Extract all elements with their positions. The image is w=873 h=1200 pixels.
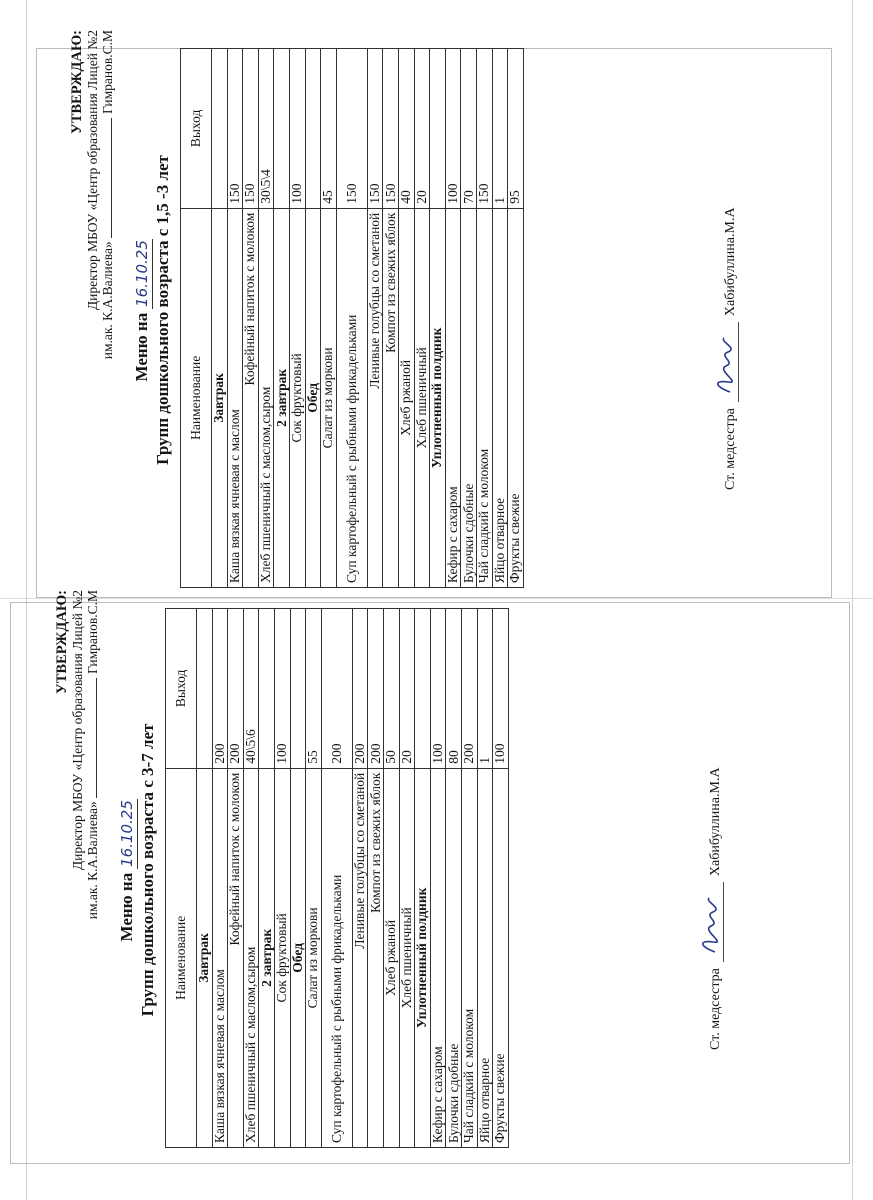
nurse-signature-block: [720, 207, 739, 490]
table-row: [212, 609, 228, 1148]
dish-name: Каша вязкая ячневая с маслом: [227, 208, 243, 587]
approval-org: им.ак. К.А.Валиева»: [100, 241, 115, 360]
table-header-row: [181, 49, 212, 588]
table-row: [461, 609, 477, 1148]
approval-line1: Директор МБОУ «Центр образования Лицей №2: [70, 590, 85, 871]
dish-output: 200: [461, 609, 477, 769]
approval-block: [55, 590, 100, 919]
dish-output: 70: [461, 49, 477, 209]
table-row: [367, 49, 383, 588]
section-value-empty: [274, 49, 290, 209]
dish-name: Кефир с сахаром: [445, 208, 461, 587]
menu-table: [165, 608, 509, 1148]
section-title: 2 завтрак: [259, 768, 275, 1147]
approval-director: Гимранов.С.М: [85, 590, 100, 674]
table-section-row: [259, 609, 275, 1148]
dish-output: 1: [492, 49, 508, 209]
dish-name: Кофейный напиток с молоком: [243, 208, 259, 587]
menu-date-line: [132, 30, 153, 590]
table-row: [446, 609, 462, 1148]
section-value-empty: [290, 609, 306, 769]
column-header-output: Выход: [166, 609, 197, 769]
table-row: [228, 609, 244, 1148]
dish-output: 100: [493, 609, 509, 769]
table-row: [445, 49, 461, 588]
dish-output: 200: [368, 609, 384, 769]
table-row: [430, 609, 446, 1148]
table-row: [508, 49, 524, 588]
dish-output: 200: [352, 609, 368, 769]
table-section-row: [197, 609, 213, 1148]
table-row: [477, 609, 493, 1148]
dish-output: 150: [227, 49, 243, 209]
dish-name: Суп картофельный с рыбными фрикадельками: [336, 208, 367, 587]
table-row: [398, 49, 414, 588]
table-row: [383, 49, 399, 588]
approval-line2: [85, 590, 100, 919]
table-row: [414, 49, 430, 588]
table-row: [493, 609, 509, 1148]
menu-table: [180, 48, 524, 588]
section-title: Завтрак: [197, 768, 213, 1147]
section-value-empty: [415, 609, 431, 769]
handwritten-signature: [705, 882, 724, 962]
dish-name: Сок фруктовый: [274, 768, 290, 1147]
table-row: [321, 609, 352, 1148]
dish-name: Яйцо отварное: [492, 208, 508, 587]
approval-line2: [100, 30, 115, 359]
dish-name: Чай сладкий с молоком: [461, 768, 477, 1147]
table-row: [258, 49, 274, 588]
dish-name: Ленивые голубцы со сметаной: [367, 208, 383, 587]
dish-output: 20: [399, 609, 415, 769]
dish-output: 200: [228, 609, 244, 769]
dish-name: Булочки сдобные: [461, 208, 477, 587]
dish-output: 30\5\4: [258, 49, 274, 209]
dish-name: Салат из моркови: [321, 208, 337, 587]
menu-label: Меню на: [117, 872, 136, 942]
section-title: Обед: [305, 208, 321, 587]
dish-output: 80: [446, 609, 462, 769]
section-title: Обед: [290, 768, 306, 1147]
section-value-empty: [259, 609, 275, 769]
column-header-output: Выход: [181, 49, 212, 209]
dish-name: Компот из свежих яблок: [383, 208, 399, 587]
menu-subtitle: Групп дошкольного возраста с 3-7 лет: [138, 723, 157, 1017]
dish-output: 150: [383, 49, 399, 209]
dish-output: 150: [476, 49, 492, 209]
dish-output: 100: [274, 609, 290, 769]
nurse-label: Ст. медсестра: [708, 968, 723, 1050]
section-title: Уплотненный полдник: [430, 208, 446, 587]
dish-output: 100: [289, 49, 305, 209]
table-row: [492, 49, 508, 588]
dish-name: Хлеб ржаной: [383, 768, 399, 1147]
menu-date-handwritten: 16.10.25: [133, 240, 151, 307]
dish-name: Хлеб пшеничный с маслом,сыром: [258, 208, 274, 587]
table-row: [461, 49, 477, 588]
dish-output: 1: [477, 609, 493, 769]
dish-output: 20: [414, 49, 430, 209]
scan-edge-line: [852, 0, 853, 1200]
table-section-row: [290, 609, 306, 1148]
table-section-row: [274, 49, 290, 588]
dish-output: 150: [243, 49, 259, 209]
table-row: [352, 609, 368, 1148]
dish-output: 40\5\6: [243, 609, 259, 769]
approval-director: Гимранов.С.М: [100, 30, 115, 114]
section-value-empty: [197, 609, 213, 769]
approval-line1: Директор МБОУ «Центр образования Лицей №2: [85, 30, 100, 311]
dish-name: Салат из моркови: [306, 768, 322, 1147]
dish-output: 150: [336, 49, 367, 209]
table-row: [368, 609, 384, 1148]
dish-output: 200: [212, 609, 228, 769]
dish-output: 40: [398, 49, 414, 209]
table-row: [289, 49, 305, 588]
table-section-row: [415, 609, 431, 1148]
dish-name: Ленивые голубцы со сметаной: [352, 768, 368, 1147]
dish-name: Кофейный напиток с молоком: [228, 768, 244, 1147]
table-row: [306, 609, 322, 1148]
dish-output: 45: [321, 49, 337, 209]
column-header-name: Наименование: [166, 768, 197, 1147]
dish-name: Кефир с сахаром: [430, 768, 446, 1147]
section-value-empty: [212, 49, 228, 209]
menu-subtitle: Групп дошкольного возраста с 1,5 -3 лет: [153, 155, 172, 465]
table-row: [243, 49, 259, 588]
table-section-row: [305, 49, 321, 588]
dish-name: Чай сладкий с молоком: [476, 208, 492, 587]
section-title: 2 завтрак: [274, 208, 290, 587]
section-value-empty: [305, 49, 321, 209]
section-title: Завтрак: [212, 208, 228, 587]
dish-name: Сок фруктовый: [289, 208, 305, 587]
dish-name: Компот из свежих яблок: [368, 768, 384, 1147]
column-header-name: Наименование: [181, 208, 212, 587]
table-row: [227, 49, 243, 588]
table-row: [336, 49, 367, 588]
approval-title: УТВЕРЖДАЮ:: [69, 30, 85, 134]
approval-signature-line: [96, 678, 97, 798]
menu-page-1-5-3: [70, 30, 830, 590]
approval-signature-line: [111, 118, 112, 238]
table-row: [476, 49, 492, 588]
dish-output: 200: [321, 609, 352, 769]
dish-name: Каша вязкая ячневая с маслом: [212, 768, 228, 1147]
menu-title: [117, 590, 158, 1150]
dish-output: 50: [383, 609, 399, 769]
table-row: [274, 609, 290, 1148]
nurse-signature-block: [705, 767, 724, 1050]
approval-block: [70, 30, 115, 359]
dish-name: Хлеб пшеничный: [414, 208, 430, 587]
approval-org: им.ак. К.А.Валиева»: [85, 801, 100, 920]
menu-date-line: [117, 590, 138, 1150]
dish-name: Хлеб ржаной: [398, 208, 414, 587]
dish-name: Фрукты свежие: [508, 208, 524, 587]
table-row: [383, 609, 399, 1148]
dish-name: Яйцо отварное: [477, 768, 493, 1147]
table-section-row: [430, 49, 446, 588]
dish-output: 100: [445, 49, 461, 209]
dish-output: 100: [430, 609, 446, 769]
dish-name: Суп картофельный с рыбными фрикадельками: [321, 768, 352, 1147]
nurse-label: Ст. медсестра: [723, 408, 738, 490]
table-header-row: [166, 609, 197, 1148]
section-value-empty: [430, 49, 446, 209]
nurse-name: Хабибуллина.М.А: [723, 207, 738, 317]
dish-output: 55: [306, 609, 322, 769]
dish-name: Хлеб пшеничный: [399, 768, 415, 1147]
table-section-row: [212, 49, 228, 588]
nurse-name: Хабибуллина.М.А: [708, 767, 723, 877]
dish-name: Фрукты свежие: [493, 768, 509, 1147]
table-row: [321, 49, 337, 588]
approval-title: УТВЕРЖДАЮ:: [54, 590, 70, 694]
menu-label: Меню на: [132, 312, 151, 382]
section-title: Уплотненный полдник: [415, 768, 431, 1147]
dish-name: Булочки сдобные: [446, 768, 462, 1147]
dish-output: 95: [508, 49, 524, 209]
menu-page-3-7: [55, 590, 815, 1150]
menu-title: [132, 30, 173, 590]
table-row: [243, 609, 259, 1148]
dish-output: 150: [367, 49, 383, 209]
table-row: [399, 609, 415, 1148]
handwritten-signature: [720, 322, 739, 402]
dish-name: Хлеб пшеничный с маслом,сыром: [243, 768, 259, 1147]
menu-date-handwritten: 16.10.25: [118, 800, 136, 867]
